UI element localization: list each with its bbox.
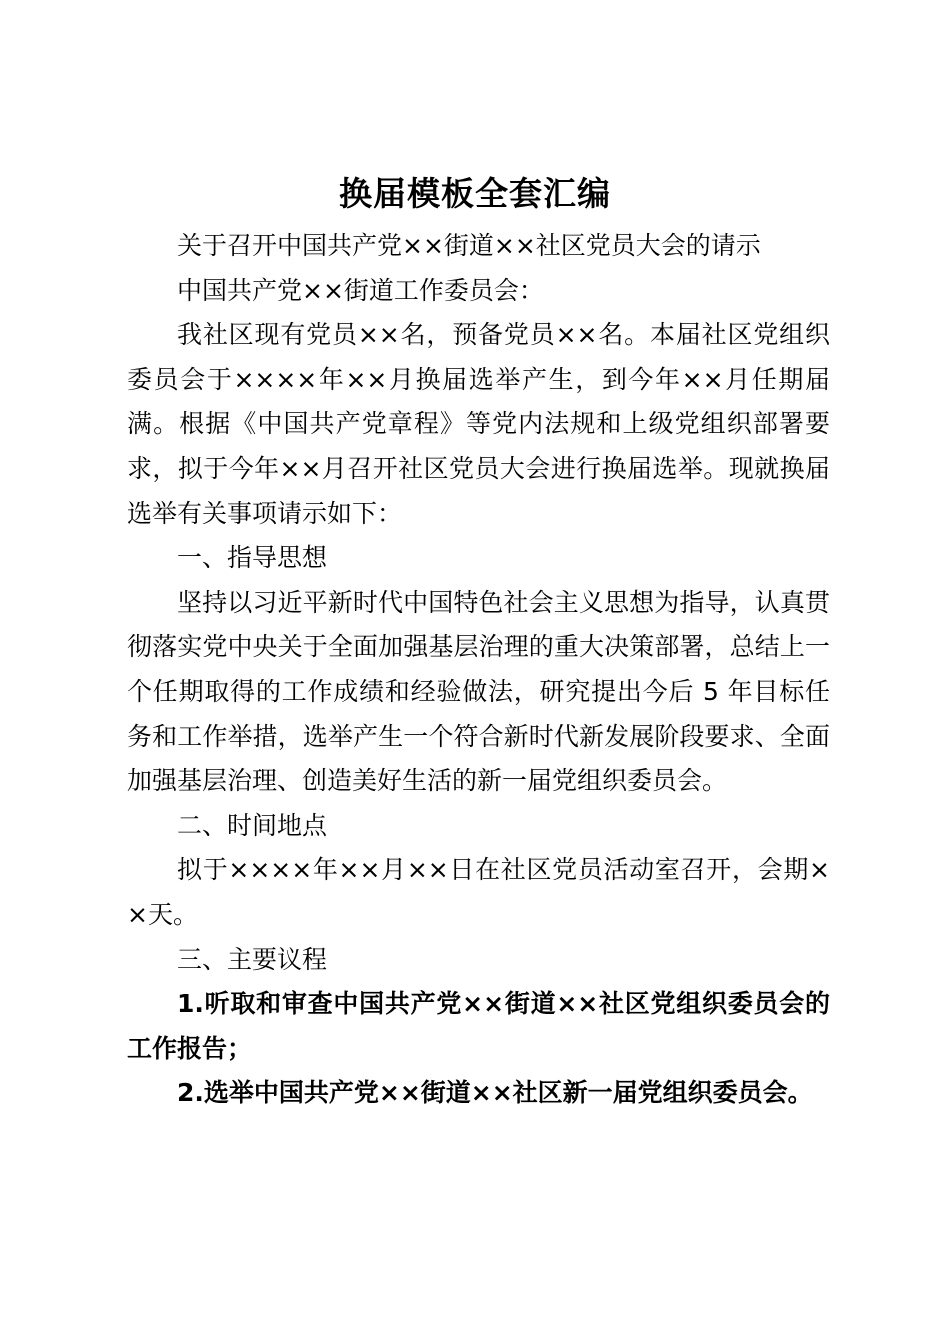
intro-paragraph: 我社区现有党员××名，预备党员××名。本届社区党组织委员会于××××年××月换届选举产生，到今年××月任期届满。根据《中国共产党章程》等党内法规和上级党组织部署要求，拟于今年××月召开社区党员大会进行换届选举。现就换届选举有关事项请示如下： (127, 320, 830, 528)
section-heading-guiding-thought: 一、指导思想 (177, 543, 328, 573)
agenda-item-1: 1.听取和审查中国共产党××街道××社区党组织委员会的工作报告； (127, 989, 830, 1063)
guiding-thought-paragraph: 坚持以习近平新时代中国特色社会主义思想为指导，认真贯彻落实党中央关于全面加强基层治理的重大决策部署，总结上一个任期取得的工作成绩和经验做法，研究提出今后 5 年目标任务和工作举措，选举产生一个符合新时代新发展阶段要求、全面加强基层治理、创造美好生活的新一届党组织委员会。 (127, 587, 830, 796)
document-title: 换届模板全套汇编 (339, 174, 611, 213)
document-body (127, 224, 830, 1116)
agenda-item-2: 2.选举中国共产党××街道××社区新一届党组织委员会。 (177, 1078, 813, 1108)
recipient-line: 中国共产党××街道工作委员会： (177, 275, 544, 305)
section-heading-time-place: 二、时间地点 (177, 810, 328, 840)
request-title: 关于召开中国共产党××街道××社区党员大会的请示 (177, 231, 761, 260)
section-heading-agenda: 三、主要议程 (177, 944, 328, 974)
time-place-paragraph: 拟于××××年××月××日在社区党员活动室召开，会期××天。 (127, 855, 830, 929)
